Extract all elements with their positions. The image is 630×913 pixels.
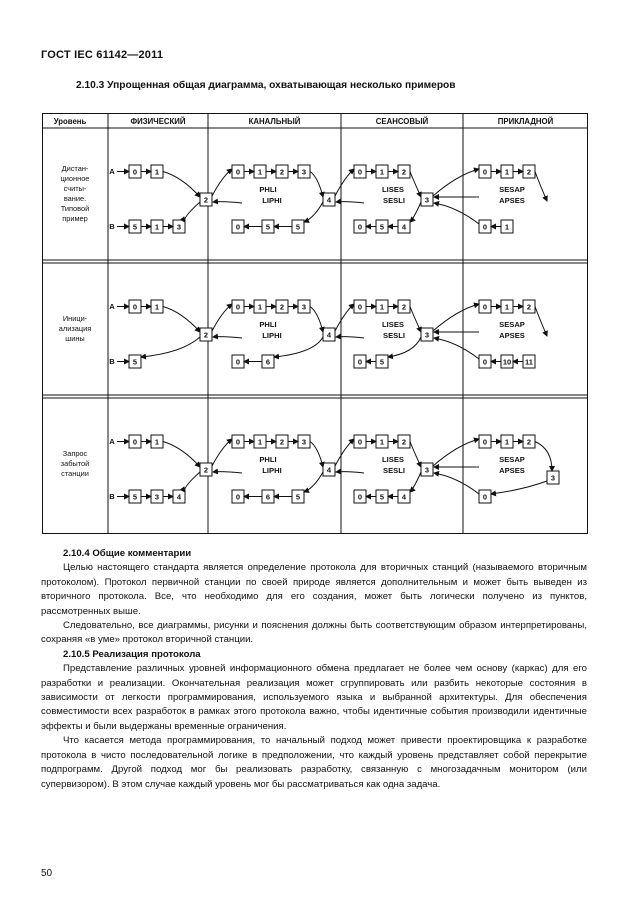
state-label: 0 [235, 222, 241, 232]
state-label: 0 [235, 167, 241, 177]
state-label: 2 [279, 437, 285, 447]
paragraph: Следовательно, все диаграммы, рисунки и пояснения должны быть соответствующим образом интерпретированы, сохраняя «в уме» протокол вторичной станции. [41, 620, 587, 646]
state-label: 0 [132, 167, 138, 177]
state-label: 4 [326, 465, 332, 475]
transition-arrow [310, 172, 323, 198]
page-number: 50 [41, 868, 53, 879]
state-label: 5 [132, 357, 138, 367]
state-label: 0 [482, 357, 488, 367]
state-label: 0 [235, 357, 241, 367]
state-label: 5 [379, 222, 385, 232]
paragraph: Представление различных уровней информационного обмена предлагает не более чем основу (каркас) для его разработки и реализации. Окончательная реализация может сгруппировать или разбить некоторые состояния в зависимости от легкости программирования, используемого языка и выбранной архитектуры. Для обеспечения совместимости всех разработок в рамках этого протокола важно, чтобы идентичные события производили идентичные эффекты и были выдержаны временные ограничения. [41, 663, 587, 732]
state-label: 0 [132, 302, 138, 312]
input-label: B [109, 357, 115, 366]
row-label: Иници- [62, 314, 88, 323]
state-label: 0 [132, 437, 138, 447]
transition-arrow [163, 442, 200, 468]
transition-arrow [433, 304, 479, 331]
state-label: 3 [176, 222, 182, 232]
column-header: КАНАЛЬНЫЙ [248, 117, 301, 126]
transition-arrow [433, 439, 479, 466]
transition-arrow [335, 169, 354, 196]
column-header: ФИЗИЧЕСКИЙ [130, 117, 186, 126]
state-label: 4 [326, 195, 332, 205]
paragraph: Целью настоящего стандарта является определение протокола для вторичных станций (называемого вторичным протоколом). Протокол первичной станции по своей природе является дополнительным и может быть выведен из вторичного протокола. Все, что необходимо для его создания, может быть логически получено из пунктов, рассмотренных выше. [41, 562, 587, 617]
transition-arrow [212, 169, 232, 196]
state-label: 11 [525, 357, 533, 367]
input-label: B [109, 222, 115, 231]
transition-arrow [304, 472, 323, 492]
state-label: 10 [502, 357, 512, 367]
transition-arrow [535, 172, 547, 202]
section-title: 2.10.3 Упрощенная общая диаграмма, охватывающая несколько примеров [76, 80, 456, 91]
state-label: 0 [357, 167, 363, 177]
transition-arrow [163, 172, 200, 198]
state-label: 0 [482, 492, 488, 502]
state-label: 5 [132, 222, 138, 232]
state-label: 5 [265, 222, 271, 232]
transition-arrow [185, 472, 200, 492]
document-header: ГОСТ IEC 61142—2011 [41, 49, 164, 61]
transition-label: SESAP [499, 320, 525, 329]
input-label: A [109, 302, 115, 311]
state-label: 5 [379, 492, 385, 502]
state-label: 6 [265, 357, 271, 367]
state-label: 3 [424, 330, 430, 340]
state-label: 1 [154, 302, 160, 312]
state-label: 2 [279, 302, 285, 312]
state-label: 2 [279, 167, 285, 177]
transition-label: SESLI [383, 196, 405, 205]
state-label: 5 [379, 357, 385, 367]
input-label: B [109, 492, 115, 501]
state-label: 0 [482, 167, 488, 177]
state-label: 2 [526, 302, 532, 312]
transition-arrow [434, 338, 479, 359]
row-label: ционное [60, 174, 90, 183]
transition-arrow [410, 442, 421, 468]
state-label: 1 [257, 437, 263, 447]
transition-label: SESLI [383, 466, 405, 475]
transition-label: APSES [499, 196, 525, 205]
transition-arrow [213, 472, 242, 473]
state-label: 1 [257, 302, 263, 312]
column-header: Уровень [53, 117, 87, 126]
transition-label: SESAP [499, 455, 525, 464]
state-label: 3 [154, 492, 160, 502]
row-label: считы- [63, 184, 87, 193]
row-label: Дистан- [61, 164, 89, 173]
transition-arrow [335, 304, 354, 331]
transition-label: APSES [499, 466, 525, 475]
state-label: 1 [379, 437, 385, 447]
state-label: 0 [482, 222, 488, 232]
state-label: 2 [526, 437, 532, 447]
state-label: 0 [235, 302, 241, 312]
state-label: 1 [257, 167, 263, 177]
transition-arrow [433, 169, 479, 196]
section-heading: 2.10.4 Общие комментарии [63, 548, 192, 559]
transition-arrow [212, 304, 232, 331]
transition-label: LIPHI [262, 466, 282, 475]
transition-arrow [535, 442, 552, 472]
transition-arrow [336, 337, 364, 338]
column-header: СЕАНСОВЫЙ [375, 117, 429, 126]
state-label: 4 [401, 222, 407, 232]
state-label: 1 [154, 222, 160, 232]
state-label: 4 [176, 492, 182, 502]
transition-label: PHLI [259, 320, 277, 329]
paragraph: Что касается метода программирования, то начальный подход может привести проектировщика к разработке протокола в чисто последовательной логике в предположении, что каждый уровень представляет собой перекрытие подпрограмм. Другой подход мог бы реализовать разработку, связанную с многозадачным монитором (или супервизором). В этом случае каждый уровень мог бы рассматриваться как одна задача. [41, 735, 587, 790]
state-label: 3 [424, 465, 430, 475]
row-label: забытой [60, 459, 90, 468]
row-label: пример [62, 214, 88, 223]
state-label: 3 [550, 473, 556, 483]
state-label: 1 [154, 437, 160, 447]
transition-arrow [304, 202, 323, 222]
state-label: 0 [357, 222, 363, 232]
transition-label: APSES [499, 331, 525, 340]
transition-arrow [274, 337, 323, 357]
state-label: 3 [424, 195, 430, 205]
transition-arrow [141, 337, 200, 357]
transition-arrow [310, 442, 323, 468]
row-label: шины [65, 334, 85, 343]
transition-arrow [388, 337, 421, 357]
row-label: ализация [58, 324, 92, 333]
state-label: 5 [295, 222, 301, 232]
transition-arrow [434, 203, 479, 224]
protocol-diagram [42, 113, 588, 543]
state-label: 2 [203, 465, 209, 475]
input-label: A [109, 437, 115, 446]
transition-arrow [213, 202, 242, 203]
state-label: 3 [301, 302, 307, 312]
transition-label: LISES [382, 185, 404, 194]
section-heading: 2.10.5 Реализация протокола [63, 648, 201, 660]
transition-arrow [410, 472, 421, 492]
transition-label: SESLI [383, 331, 405, 340]
transition-arrow [491, 481, 547, 494]
transition-label: LISES [382, 320, 404, 329]
transition-arrow [434, 473, 479, 494]
state-label: 0 [357, 357, 363, 367]
transition-arrow [336, 472, 364, 473]
state-label: 1 [154, 167, 160, 177]
column-header: ПРИКЛАДНОЙ [497, 117, 554, 126]
state-label: 0 [235, 437, 241, 447]
state-label: 0 [357, 302, 363, 312]
state-label: 1 [379, 167, 385, 177]
state-label: 2 [401, 302, 407, 312]
state-label: 1 [504, 167, 510, 177]
state-label: 0 [357, 492, 363, 502]
state-label: 1 [504, 222, 510, 232]
transition-arrow [410, 307, 421, 333]
body-text [41, 547, 587, 792]
transition-arrow [310, 307, 323, 333]
transition-arrow [335, 439, 354, 466]
state-label: 5 [132, 492, 138, 502]
state-label: 3 [301, 167, 307, 177]
transition-arrow [410, 202, 421, 222]
transition-arrow [213, 337, 242, 338]
state-label: 0 [482, 437, 488, 447]
row-label: вание. [63, 194, 87, 203]
state-label: 2 [203, 330, 209, 340]
state-label: 1 [504, 302, 510, 312]
state-label: 2 [203, 195, 209, 205]
transition-arrow [212, 439, 232, 466]
state-label: 2 [401, 167, 407, 177]
transition-arrow [185, 202, 200, 222]
input-label: A [109, 167, 115, 176]
state-label: 0 [235, 492, 241, 502]
state-label: 6 [265, 492, 271, 502]
transition-arrow [535, 307, 547, 337]
transition-label: SESAP [499, 185, 525, 194]
state-label: 4 [401, 492, 407, 502]
state-label: 0 [482, 302, 488, 312]
state-label: 0 [357, 437, 363, 447]
state-label: 4 [326, 330, 332, 340]
state-label: 5 [295, 492, 301, 502]
row-label: станции [61, 469, 89, 478]
state-label: 1 [504, 437, 510, 447]
transition-label: PHLI [259, 185, 277, 194]
state-label: 1 [379, 302, 385, 312]
state-label: 2 [526, 167, 532, 177]
transition-label: LIPHI [262, 331, 282, 340]
row-label: Запрос [62, 449, 88, 458]
transition-label: PHLI [259, 455, 277, 464]
transition-label: LIPHI [262, 196, 282, 205]
state-label: 3 [301, 437, 307, 447]
transition-arrow [163, 307, 200, 333]
transition-arrow [410, 172, 421, 198]
row-label: Типовой [60, 204, 90, 213]
state-label: 2 [401, 437, 407, 447]
transition-arrow [336, 202, 364, 203]
transition-label: LISES [382, 455, 404, 464]
